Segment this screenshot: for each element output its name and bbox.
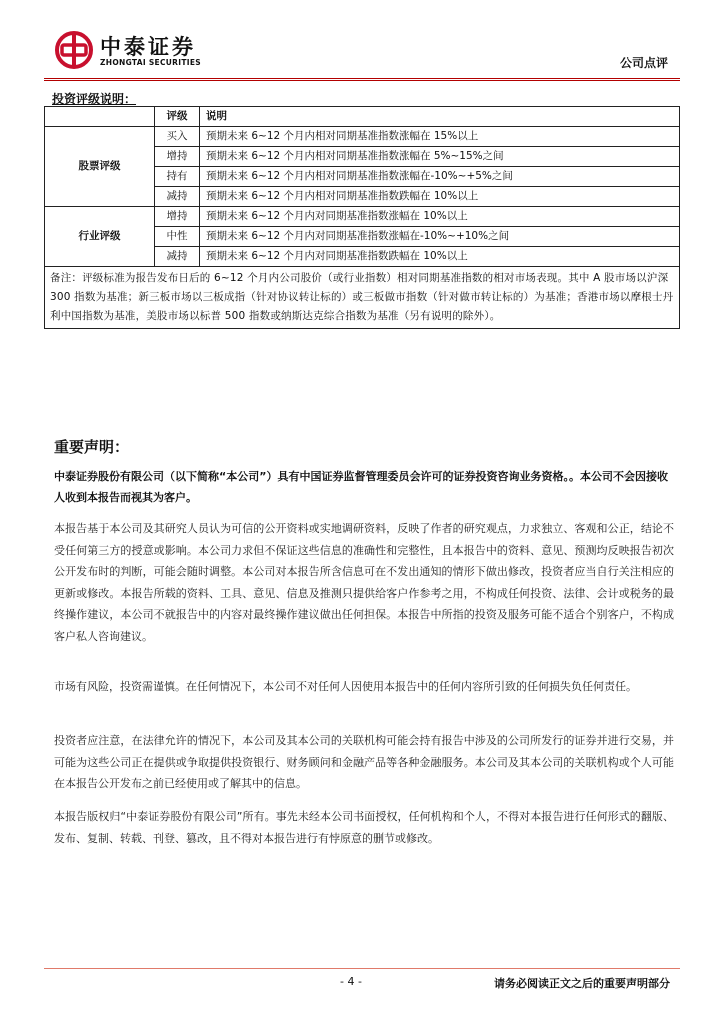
table-row [45,207,680,227]
declaration-paragraph-1: 本报告基于本公司及其研究人员认为可信的公开资料或实地调研资料，反映了作者的研究观点，力求独立、客观和公正，结论不受任何第三方的授意或影响。本公司力求但不保证这些信息的准确性和完整性，且本报告中的资料、意见、预测均反映报告初次公开发布时的判断，可能会随时调整。本公司对本报告所含信息可在不发出通知的情形下做出修改，投资者应当自行关注相应的更新或修改。本报告所载的资料、工具、意见、信息及推测只提供给客户作参考之用，不构成任何投资、法律、会计或税务的最终操作建议，本公司不就报告中的内容对最终操作建议做出任何担保。本报告中所指的投资及服务可能不适合个别客户，不构成客户私人咨询建议。 [54,522,674,643]
declaration-paragraph-2: 市场有风险，投资需谨慎。在任何情况下，本公司不对任何人因使用本报告中的任何内容所引致的任何损失负任何责任。 [54,680,637,693]
rating-section-title: 投资评级说明： [52,92,137,106]
header-divider [44,78,680,79]
rating-desc: 预期未来 6~12 个月内相对同期基准指数跌幅在 10%以上 [200,187,680,207]
declaration-title: 重要声明： [54,438,130,456]
stock-rating-group: 股票评级 [45,127,155,207]
rating-level: 买入 [155,127,200,147]
rating-level: 减持 [155,187,200,207]
rating-level: 中性 [155,227,200,247]
header-divider-secondary [44,80,680,81]
declaration-lead: 中泰证券股份有限公司（以下简称“本公司”）具有中国证券监督管理委员会许可的证券投资咨询业务资格。。本公司不会因接收人收到本报告而视其为客户。 [54,470,668,504]
footer-divider [44,968,680,969]
table-row [45,127,680,147]
footer-note: 请务必阅读正文之后的重要声明部分 [494,977,670,990]
rating-desc: 预期未来 6~12 个月内相对同期基准指数涨幅在 5%~15%之间 [200,147,680,167]
brand-name-cn: 中泰证券 [100,35,196,59]
industry-rating-group: 行业评级 [45,207,155,267]
rating-level: 持有 [155,167,200,187]
rating-desc: 预期未来 6~12 个月内对同期基准指数涨幅在 10%以上 [200,207,680,227]
rating-desc: 预期未来 6~12 个月内对同期基准指数跌幅在 10%以上 [200,247,680,267]
document-type: 公司点评 [619,56,668,70]
table-note-row [45,267,680,329]
rating-desc: 预期未来 6~12 个月内相对同期基准指数涨幅在 15%以上 [200,127,680,147]
zhongtai-logo-icon [54,30,94,70]
rating-level: 增持 [155,207,200,227]
brand-name-en: ZHONGTAI SECURITIES [100,58,201,67]
rating-desc: 预期未来 6~12 个月内对同期基准指数涨幅在-10%~+10%之间 [200,227,680,247]
declaration-paragraph-4: 本报告版权归“中泰证券股份有限公司”所有。事先未经本公司书面授权，任何机构和个人，不得对本报告进行任何形式的翻版、发布、复制、转载、刊登、篡改，且不得对本报告进行有悖原意的删节或修改。 [54,810,674,845]
header-blank-cell [45,107,155,127]
declaration-paragraph-3: 投资者应注意，在法律允许的情况下，本公司及其本公司的关联机构可能会持有报告中涉及的公司所发行的证券并进行交易，并可能为这些公司正在提供或争取提供投资银行、财务顾问和金融产品等各种金融服务。本公司及其本公司的关联机构或个人可能在本报告公开发布之前已经使用或了解其中的信息。 [54,734,674,790]
column-header-level: 评级 [155,107,200,127]
table-header-row [45,107,680,127]
column-header-desc: 说明 [200,107,680,127]
rating-table [44,106,680,329]
rating-level: 增持 [155,147,200,167]
rating-level: 减持 [155,247,200,267]
page-header [0,0,724,80]
rating-desc: 预期未来 6~12 个月内相对同期基准指数涨幅在-10%~+5%之间 [200,167,680,187]
rating-note: 备注：评级标准为报告发布日后的 6~12 个月内公司股价（或行业指数）相对同期基准指数的相对市场表现。其中 A 股市场以沪深 300 指数为基准；新三板市场以三板成指（针对协议转让标的）或三板做市指数（针对做市转让标的）为基准；香港市场以摩根士丹利中国指数为基准，美股市场以标普 500 指数或纳斯达克综合指数为基准（另有说明的除外）。 [45,267,680,329]
page-number: - 4 - [340,975,362,988]
